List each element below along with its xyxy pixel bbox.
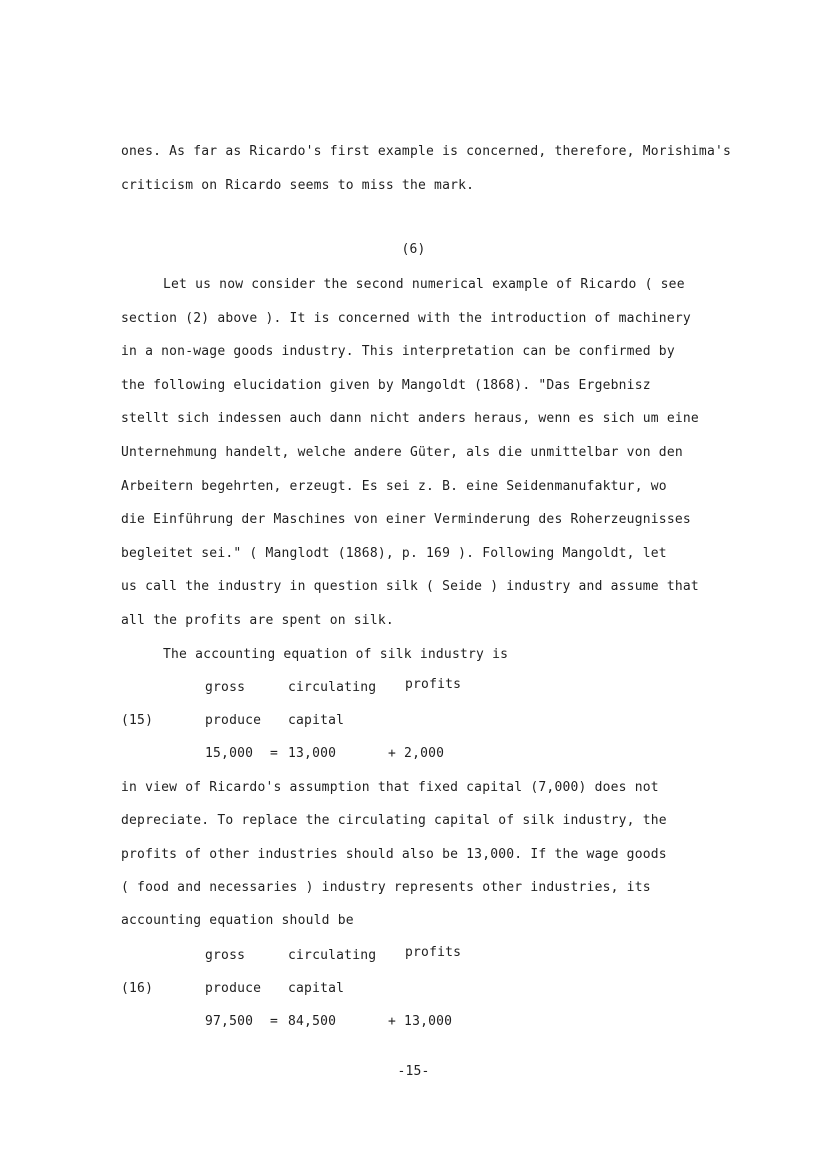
eq16-sub-capital: capital — [288, 981, 345, 996]
eq16-head-gross: gross — [205, 948, 246, 963]
para3-line-2: depreciate. To replace the circulating capital of silk industry, the — [121, 813, 667, 828]
para2-line: The accounting equation of silk industry is — [163, 647, 509, 662]
intro-line-2: criticism on Ricardo seems to miss the mark. — [121, 178, 475, 193]
para1-line-3: in a non-wage goods industry. This interpretation can be confirmed by — [121, 344, 675, 359]
eq15-label: (15) — [121, 713, 154, 728]
eq15-head-gross: gross — [205, 680, 246, 695]
eq16-val-gross: 97,500 — [205, 1014, 254, 1029]
para1-line-11: all the profits are spent on silk. — [121, 613, 394, 628]
para1-line-6: Unternehmung handelt, welche andere Güter, als die unmittelbar von den — [121, 445, 683, 460]
section-number: (6) — [401, 242, 426, 257]
eq16-eq-sign: = — [270, 1014, 279, 1029]
eq16-sub-produce: produce — [205, 981, 262, 996]
para1-line-7: Arbeitern begehrten, erzeugt. Es sei z. B. eine Seidenmanufaktur, wo — [121, 479, 667, 494]
para3-line-4: ( food and necessaries ) industry represents other industries, its — [121, 880, 651, 895]
para1-line-8: die Einführung der Maschines von einer Verminderung des Roherzeugnisses — [121, 512, 691, 527]
eq15-sub-capital: capital — [288, 713, 345, 728]
para1-line-1: Let us now consider the second numerical example of Ricardo ( see — [163, 277, 685, 292]
eq16-label: (16) — [121, 981, 154, 996]
para1-line-10: us call the industry in question silk ( Seide ) industry and assume that — [121, 579, 699, 594]
eq15-head-profits: profits — [405, 677, 462, 692]
para1-line-5: stellt sich indessen auch dann nicht anders heraus, wenn es sich um eine — [121, 411, 699, 426]
para1-line-2: section (2) above ). It is concerned with the introduction of machinery — [121, 311, 691, 326]
eq16-val-profits: + 13,000 — [388, 1014, 453, 1029]
page-number: -15- — [397, 1064, 430, 1079]
eq15-val-gross: 15,000 — [205, 746, 254, 761]
intro-line-1: ones. As far as Ricardo's first example is concerned, therefore, Morishima's — [121, 144, 732, 159]
para1-line-4: the following elucidation given by Mangoldt (1868). "Das Ergebnisz — [121, 378, 651, 393]
eq15-sub-produce: produce — [205, 713, 262, 728]
eq15-val-profits: + 2,000 — [388, 746, 445, 761]
para3-line-1: in view of Ricardo's assumption that fixed capital (7,000) does not — [121, 780, 659, 795]
eq15-head-circulating: circulating — [288, 680, 377, 695]
para3-line-3: profits of other industries should also be 13,000. If the wage goods — [121, 847, 667, 862]
eq16-head-profits: profits — [405, 945, 462, 960]
eq16-val-capital: 84,500 — [288, 1014, 337, 1029]
eq15-val-capital: 13,000 — [288, 746, 337, 761]
para1-line-9: begleitet sei." ( Manglodt (1868), p. 169 ). Following Mangoldt, let — [121, 546, 667, 561]
eq16-head-circulating: circulating — [288, 948, 377, 963]
eq15-eq-sign: = — [270, 746, 279, 761]
para3-line-5: accounting equation should be — [121, 913, 354, 928]
